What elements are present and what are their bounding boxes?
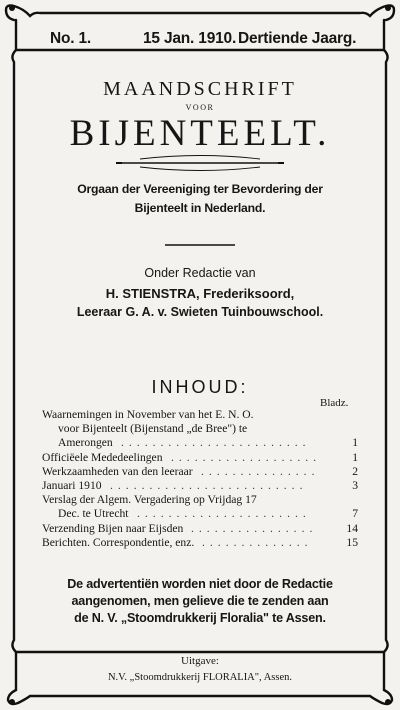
publisher-label: Uitgave: [181,655,219,667]
masthead-top: MAANDSCHRIFT [103,78,297,100]
editor-intro: Onder Redactie van [144,266,256,280]
toc-entry-title: Officiëele Mededeelingen [42,450,163,464]
notice-line-3: de N. V. „Stoomdrukkerij Floralia" te Assen. [74,611,326,625]
editor-name: H. STIENSTRA, Frederiksoord, [105,286,295,301]
issue-number: No. 1. [50,30,92,47]
toc-entry [42,522,358,536]
toc-entry-title: Amerongen [58,436,113,450]
toc-entry-continuation [42,493,358,507]
contents-heading: INHOUD: [151,377,249,397]
editor-role: Leeraar G. A. v. Swieten Tuinbouwschool. [76,305,324,319]
toc-page-number: 2 [352,464,358,478]
subtitle-line-2: Bijenteelt in Nederland. [134,201,266,215]
toc-entry-title: Berichten. Correspondentie, enz. [42,535,195,549]
notice-line-1: De advertentiën worden niet door de Redactie [67,577,333,591]
toc-page-number: 1 [352,436,358,450]
page-column-label: Bladz. [320,397,349,409]
subtitle-line-1: Orgaan der Vereeniging ter Bevordering der [77,182,323,196]
toc-entry-title: Waarnemingen in November van het E. N. O. [42,408,254,421]
toc-leader-dots: ......................... [110,478,308,492]
toc-leader-dots: .............. [202,535,313,549]
toc-leader-dots: ...................... [137,507,311,521]
toc-entry [42,436,358,450]
toc-entry-title: Verzending Bijen naar Eijsden [42,521,184,535]
publisher-name: N.V. „Stoomdrukkerij FLORALIA", Assen. [107,672,293,683]
toc-entry-title: Dec. te Utrecht [58,507,129,521]
toc-leader-dots: ............... [201,464,320,478]
volume-label: Dertiende Jaarg. [238,30,357,47]
toc-leader-dots: ........................ [121,436,311,450]
toc-entry [42,507,358,521]
toc-entry-title: Verslag der Algem. Vergadering op Vrijdag 17 [42,493,257,507]
toc-page-number: 1 [352,450,358,464]
toc-leader-dots: ................ [191,521,318,535]
toc-entry-title: Januari 1910 [42,478,102,492]
toc-page-number: 3 [352,478,358,492]
toc-page-number: 15 [346,535,358,549]
toc-entry [42,479,358,493]
toc-entry [42,465,358,479]
toc-entry-title: voor Bijenteelt (Bijenstand „de Bree") te [58,422,248,436]
table-of-contents [42,408,358,550]
toc-entry [42,451,358,465]
masthead-voor: VOOR [185,103,215,112]
masthead-title: BIJENTEELT. [69,113,331,154]
issue-date: 15 Jan. 1910. [143,30,237,47]
toc-entry-continuation [42,408,358,422]
toc-page-number: 14 [346,521,358,535]
toc-entry-title: Werkzaamheden van den leeraar [42,464,193,478]
toc-entry-continuation [42,422,358,436]
notice-line-2: aangenomen, men gelieve die te zenden aan [71,594,329,608]
toc-leader-dots: ................... [171,450,322,464]
toc-entry [42,536,358,550]
toc-page-number: 7 [352,507,358,521]
